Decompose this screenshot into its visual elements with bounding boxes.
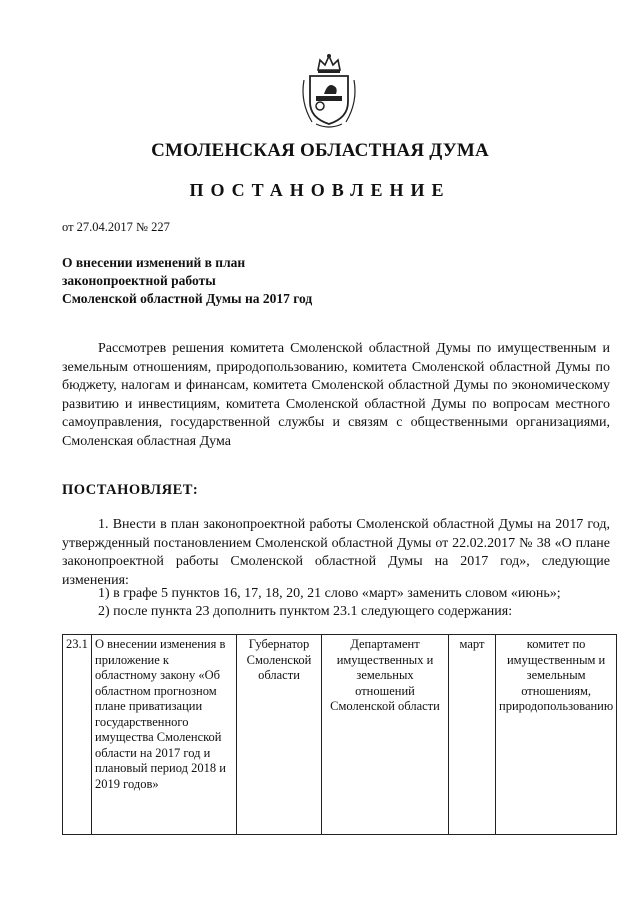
- cell-number: 23.1: [63, 635, 92, 835]
- cell-month: март: [449, 635, 496, 835]
- document-type: ПОСТАНОВЛЕНИЕ: [189, 180, 451, 200]
- table-row: [63, 635, 617, 835]
- item-1-paragraph: 1. Внести в план законопроектной работы Смоленской областной Думы на 2017 год, утвержденный постановлением Смоленской областной Думы от 22.02.2017 № 38 «О плане законопроектной работы Смоленской областной Думы на 2017 год», следующие изменения:: [62, 517, 610, 588]
- document-subject: [62, 254, 382, 308]
- cell-initiator: Губернатор Смоленской области: [237, 635, 322, 835]
- amendment-table: [62, 634, 617, 835]
- cell-developer: Департамент имущественных и земельных отношений Смоленской области: [322, 635, 449, 835]
- org-title: СМОЛЕНСКАЯ ОБЛАСТНАЯ ДУМА: [151, 140, 489, 161]
- cell-title: О внесении изменения в приложение к областному закону «Об областном прогнозном плане приватизации государственного имущества Смоленской области на 2017 год и плановый период 2018 и 2019 годов»: [92, 635, 237, 835]
- preamble-paragraph: Рассмотрев решения комитета Смоленской областной Думы по имущественным и земельным отношениям, природопользованию, комитета Смоленской областной Думы по бюджету, налогам и финансам, комитета Смоленской областной Думы по экономическому развитию и инвестициям, комитета Смоленской областной Думы по вопросам местного самоуправления, государственной службы и связям с общественными организациями, Смоленская областная Дума: [62, 341, 610, 449]
- document-date-number: от 27.04.2017 № 227: [62, 220, 170, 234]
- subject-line: О внесении изменений в план: [62, 255, 246, 270]
- cell-committee: комитет по имущественным и земельным отношениям, природопользованию: [496, 635, 617, 835]
- subitem-2: 2) после пункта 23 дополнить пунктом 23.1 следующего содержания:: [98, 604, 513, 619]
- subitem-1: 1) в графе 5 пунктов 16, 17, 18, 20, 21 слово «март» заменить словом «июнь»;: [98, 586, 561, 601]
- subject-line: Смоленской областной Думы на 2017 год: [62, 291, 313, 306]
- smolensk-coat-of-arms-icon: [298, 52, 360, 128]
- subject-line: законопроектной работы: [62, 273, 216, 288]
- decree-word: ПОСТАНОВЛЯЕТ:: [62, 482, 199, 498]
